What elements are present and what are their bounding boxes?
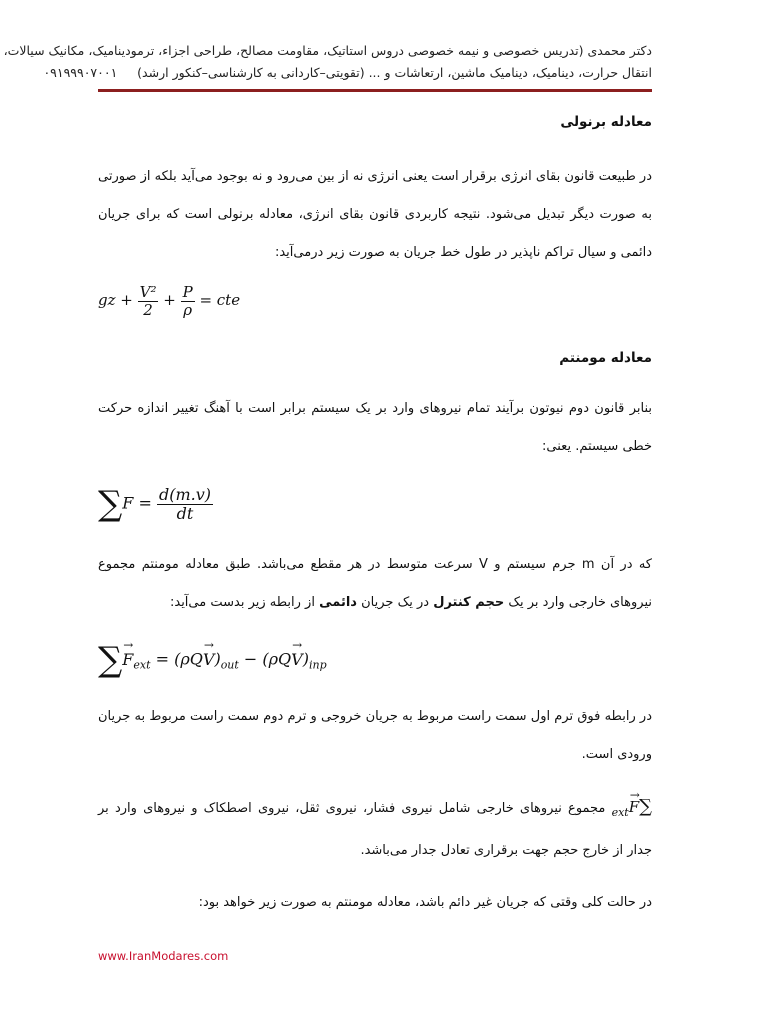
page-content xyxy=(98,100,652,922)
inline-sum-fext: ∑→ $F_{ext}$ xyxy=(612,798,652,816)
momentum-equation-newton: ∑F = $\frac{d(m.v)}{dt}$ xyxy=(98,484,211,524)
momentum-equation-control-volume: ∑→ $F_{ext} = (\rho Q\to V)_{out} - (\rho Q\to V)_{inp}$ xyxy=(98,640,652,694)
bold-control-volume: حجم کنترل xyxy=(433,595,505,610)
header-courses: انتقال حرارت، دینامیک، دینامیک ماشین، ارتعاشات و ... (تقویتی–کاردانی به کارشناسی–کنکور ارشد) xyxy=(137,65,652,80)
bernoulli-heading: معادله برنولی xyxy=(560,114,652,130)
bold-steady: دائمی xyxy=(319,595,357,610)
momentum-paragraph: بنابر قانون دوم نیوتون برآیند تمام نیروهای وارد بر یک سیستم برابر است با آهنگ تغییر اندازه حرکت خطی سیستم. یعنی: xyxy=(98,401,652,454)
page-header xyxy=(3,40,652,84)
header-phone: ۰۹۱۹۹۹۰۷۰۰۱ xyxy=(43,65,118,80)
control-volume-paragraph: که در آن m جرم سیستم و V سرعت متوسط در هر مقطع می‌باشد. طبق معادله مومنتم مجموع نیروهای خارجی وارد بر یک حجم کنترل در یک جریان دائمی از رابطه زیر بدست می‌آید: xyxy=(98,557,652,610)
footer-website-link[interactable]: www.IranModares.com xyxy=(98,949,229,963)
momentum-heading: معادله مومنتم xyxy=(559,350,652,366)
unsteady-paragraph: در حالت کلی وقتی که جریان غیر دائم باشد، معادله مومنتم به صورت زیر خواهد بود: xyxy=(198,895,652,910)
header-line-2 xyxy=(43,62,652,84)
bernoulli-equation: gz + $\frac{\text{V²}}{2}$ + $\frac{P}{\rho}$ = cte xyxy=(98,283,241,319)
header-rule xyxy=(98,89,652,92)
header-line-1: دکتر محمدی (تدریس خصوصی و نیمه خصوصی دروس استاتیک، مقاومت مصالح، طراحی اجزاء، ترمودینامیک، مکانیک سیالات، xyxy=(3,43,652,58)
bernoulli-paragraph: در طبیعت قانون بقای انرژی برقرار است یعنی انرژی نه از بین می‌رود و نه بوجود می‌آید بلکه از صورتی به صورت دیگر تبدیل می‌شود. نتیجه کاربردی قانون بقای انرژی، معادله برنولی است که برای جریان دائمی و سیال تراکم ناپذیر در طول خط جریان به صورت زیر درمی‌آید: xyxy=(98,169,652,260)
terms-paragraph: در رابطه فوق ترم اول سمت راست مربوط به جریان خروجی و ترم دوم سمت راست مربوط به جریان ورودی است. xyxy=(98,709,652,762)
external-forces-paragraph: ∑→ $F_{ext}$ مجموع نیروهای خارجی شامل نیروی فشار، نیروی ثقل، نیروی اصطکاک و نیروهای وارد بر جدار از خارج حجم جهت برقراری تعادل جدار می‌باشد. xyxy=(98,788,652,870)
